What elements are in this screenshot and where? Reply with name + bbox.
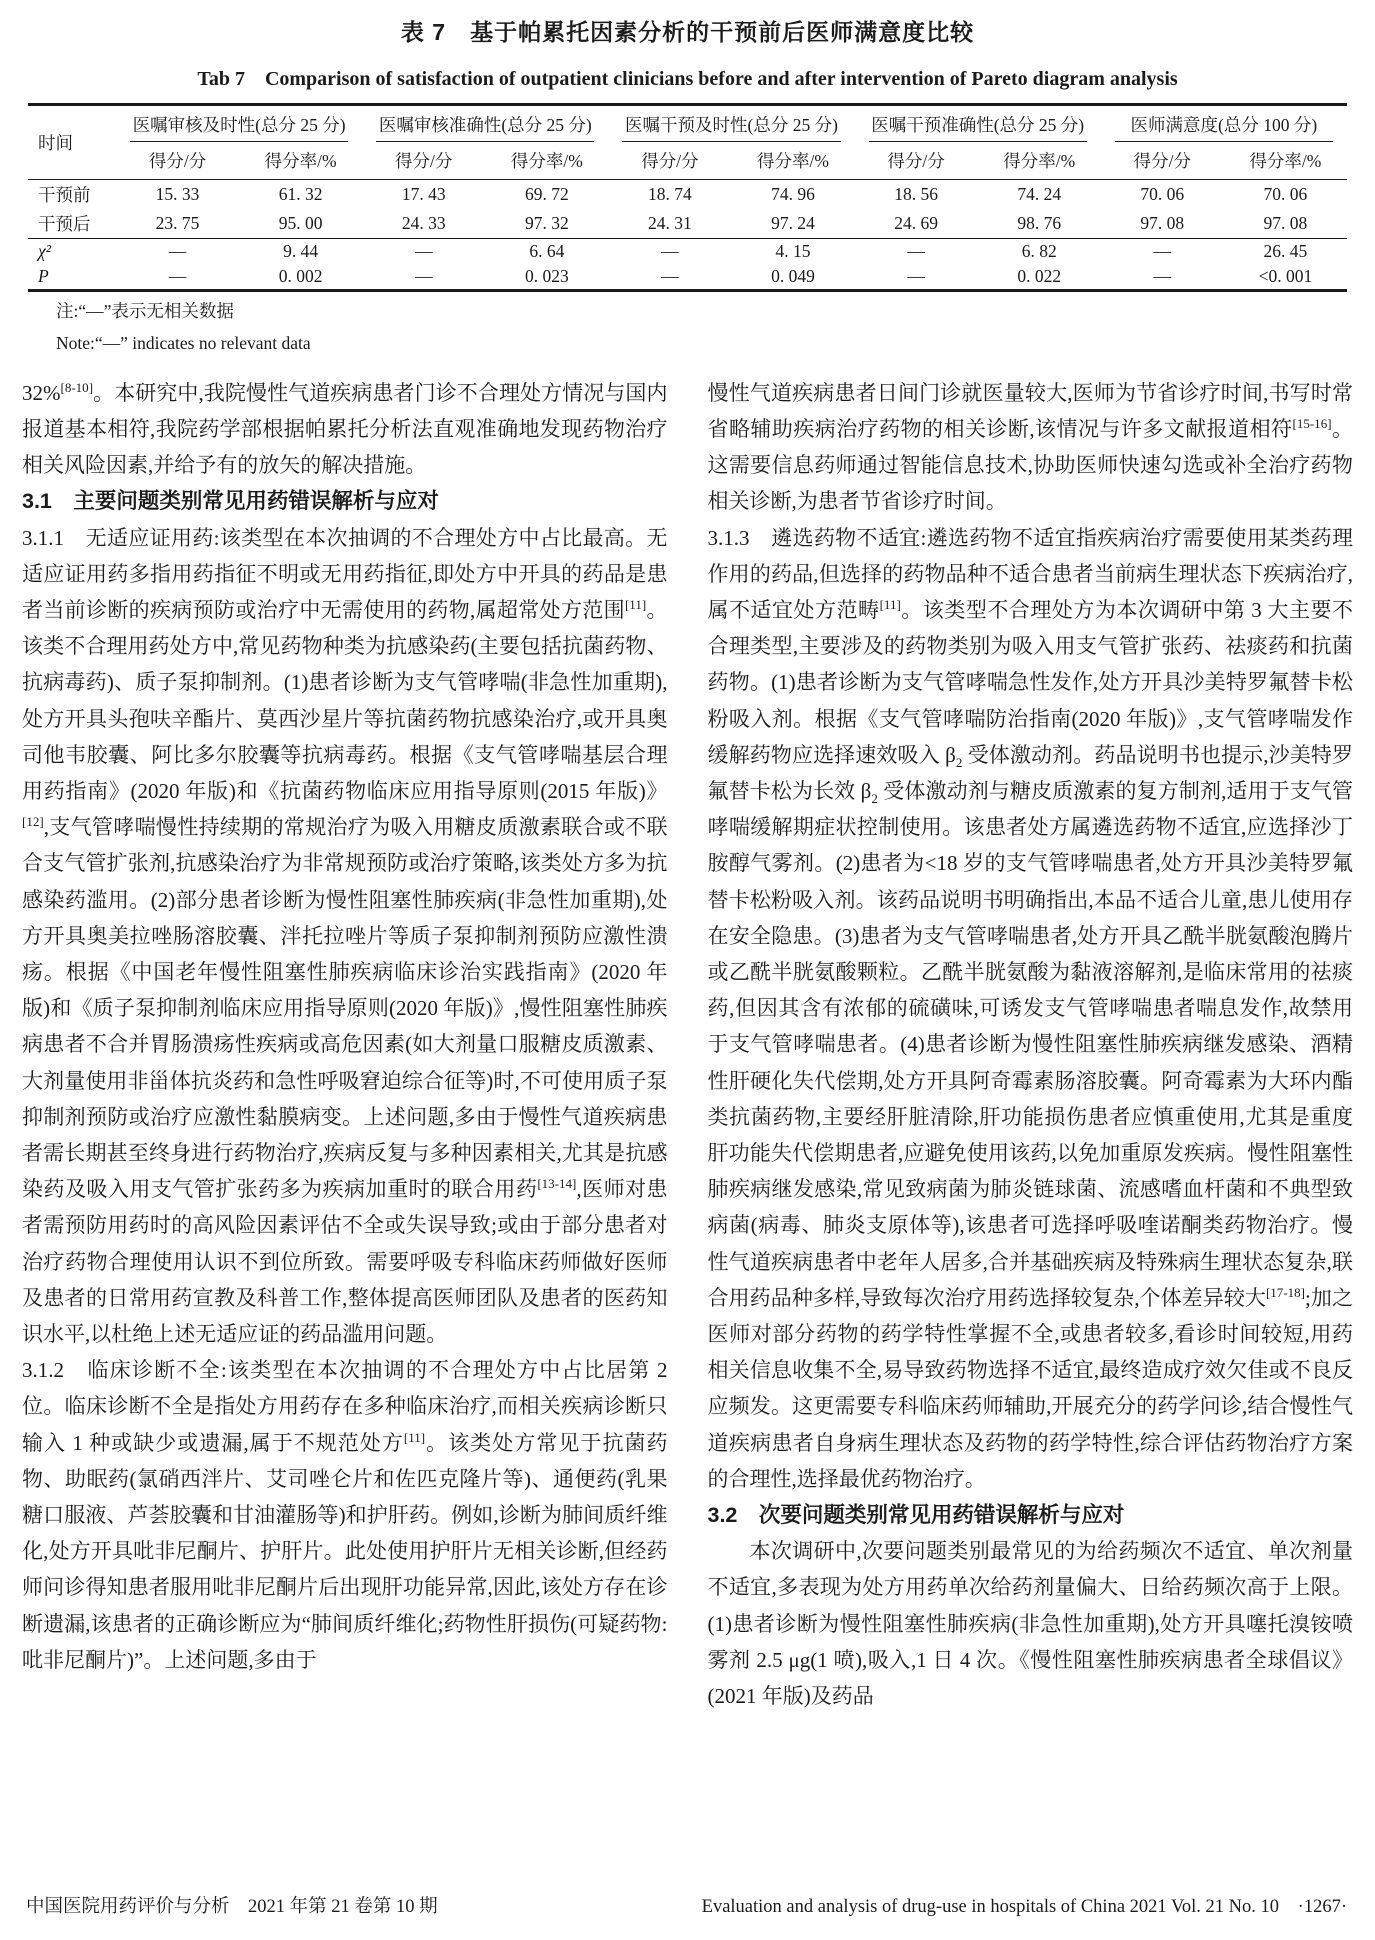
col-header-time: 时间 [28,105,116,180]
sub-header-rate: 得分率/% [239,144,362,180]
table-cell: 24. 31 [608,209,731,239]
group-label: 医师满意度(总分 100 分) [1115,108,1333,142]
page-footer [26,1892,1347,1918]
table-cell: 70. 06 [1140,184,1185,204]
sub-header-score: 得分/分 [1101,144,1224,180]
table-cell: 0. 022 [1017,266,1062,286]
table-cell: — [661,241,679,261]
table-cell: — [1153,241,1172,261]
sub-header-row [28,144,1347,180]
table-cell: 97. 08 [1224,209,1347,239]
table-cell: 4. 15 [775,241,811,261]
column-left [22,375,668,1715]
table-cell: — [907,266,925,286]
group-header [855,105,1101,145]
table-cell: — [168,241,187,261]
table-cell: 98. 76 [978,209,1101,239]
table-cell: — [414,266,433,286]
column-right [708,375,1354,1715]
table-cell: 24. 33 [362,209,485,239]
paragraph-3-1-2: 3.1.2 临床诊断不全:该类型在本次抽调的不合理处方中占比居第 2 位。临床诊断不全是指处方用药存在多种临床治疗,而相关疾病诊断只输入 1 种或缺少或遗漏,属于不规范处方[11]。该类处方常见于抗菌药物、助眠药(氯硝西泮片、艾司唑仑片和佐匹克隆片等)、通便药(乳果糖口服液、芦荟胶囊和甘油灌肠等)和护肝药。例如,诊断为肺间质纤维化,处方开具吡非尼酮片、护肝片。此处使用护肝片无相关诊断,但经药师问诊得知患者服用吡非尼酮片后出现肝功能异常,因此,该处方存在诊断遗漏,该患者的正确诊断应为“肺间质纤维化;药物性肝损伤(可疑药物:吡非尼酮片)”。上述问题,多由于 [22,1358,668,1672]
paragraph-3-1-1: 3.1.1 无适应证用药:该类型在本次抽调的不合理处方中占比最高。无适应证用药多指用药指征不明或无用药指征,即处方中开具的药品是患者当前诊断的疾病预防或治疗中无需使用的药物,属超常处方范围[11]。该类不合理用药处方中,常见药物种类为抗感染药(主要包括抗菌药物、抗病毒药)、质子泵抑制剂。(1)患者诊断为支气管哮喘(非急性加重期),处方开具头孢呋辛酯片、莫西沙星片等抗菌药物抗感染治疗,或开具奥司他韦胶囊、阿比多尔胶囊等抗病毒药。根据《支气管哮喘基层合理用药指南》(2020 年版)和《抗菌药物临床应用指导原则(2015 年版)》[12],支气管哮喘慢性持续期的常规治疗为吸入用糖皮质激素联合或不联合支气管扩张剂,抗感染治疗为非常规预防或治疗策略,该类处方多为抗感染药滥用。(2)部分患者诊断为慢性阻塞性肺疾病(非急性加重期),处方开具奥美拉唑肠溶胶囊、泮托拉唑片等质子泵抑制剂预防应激性溃疡。根据《中国老年慢性阻塞性肺疾病临床诊治实践指南》(2020 年版)和《质子泵抑制剂临床应用指导原则(2020 年版)》,慢性阻塞性肺疾病患者不合并胃肠溃疡性疾病或高危因素(如大剂量口服糖皮质激素、大剂量使用非甾体抗炎药和急性呼吸窘迫综合征等)时,不可使用质子泵抑制剂预防或治疗应激性黏膜病变。上述问题,多由于慢性气道疾病患者需长期甚至终身进行药物治疗,疾病反复与多种因素相关,尤其是抗感染药及吸入用支气管扩张药多为疾病加重时的联合用药[13-14],医师对患者需预防用药时的高风险因素评估不全或失误导致;或由于部分患者对治疗药物合理使用认识不到位所致。需要呼吸专科临床药师做好医师及患者的日常用药宣教及科普工作,整体提高医师团队及患者的医药知识水平,以杜绝上述无适应证的药品滥用问题。 [22,525,668,1347]
table-cell: 97. 32 [485,209,608,239]
table-note-cn: 注:“—”表示无相关数据 [56,301,234,321]
sub-header-score: 得分/分 [362,144,485,180]
table-cell: 6. 64 [529,241,565,261]
table-cell: 26. 45 [1263,241,1308,261]
satisfaction-table [28,103,1347,292]
table-cell: <0. 001 [1258,266,1313,286]
table-cell: 15. 33 [155,184,200,204]
table-row [28,180,1347,210]
table-cell: 95. 00 [239,209,362,239]
table-note-en: Note:“—” indicates no relevant data [56,333,311,354]
table-cell: 70. 06 [1263,184,1308,204]
table-cell: 6. 82 [1021,241,1057,261]
table-cell: 69. 72 [524,184,569,204]
group-header [116,105,362,145]
footer-journal-en-text: Evaluation and analysis of drug-use in hospitals of China 2021 Vol. 21 No. 10 [701,1897,1280,1917]
group-label: 医嘱干预准确性(总分 25 分) [869,108,1087,142]
table-title-cn: 表 7 基于帕累托因素分析的干预前后医师满意度比较 [400,19,975,45]
sub-header-rate: 得分率/% [1224,144,1347,180]
row-label: 干预前 [38,185,91,205]
table-cell: 18. 56 [894,184,938,204]
row-label-chi-square: χ² [38,241,51,261]
table-row [28,264,1347,291]
paragraph-continuation: 32%[8-10]。本研究中,我院慢性气道疾病患者门诊不合理处方情况与国内报道基本相符,我院药学部根据帕累托分析法直观准确地发现药物治疗相关风险因素,并给予有的放矢的解决措施。 [22,379,668,478]
paragraph-3-2: 本次调研中,次要问题类别最常见的为给药频次不适宜、单次剂量不适宜,多表现为处方用药单次给药剂量偏大、日给药频次高于上限。(1)患者诊断为慢性阻塞性肺疾病(非急性加重期),处方开具噻托溴铵喷雾剂 2.5 μg(1 喷),吸入,1 日 4 次。《慢性阻塞性肺疾病患者全球倡议》(2021 年版)及药品 [707,1539,1353,1709]
sub-header-score: 得分/分 [855,144,978,180]
group-header [362,105,608,145]
group-label: 医嘱干预及时性(总分 25 分) [622,108,840,142]
table-cell: — [661,266,679,286]
sub-header-score: 得分/分 [608,144,731,180]
table-cell: — [168,266,187,286]
table-row [28,239,1347,265]
table-cell: 24. 69 [855,209,978,239]
section-heading-3-2: 3.2 次要问题类别常见用药错误解析与应对 [707,1503,1125,1528]
table-cell: 0. 023 [524,266,569,286]
table-cell: 17. 43 [401,184,446,204]
body-columns [22,375,1353,1715]
table-cell: 23. 75 [116,209,239,239]
table-cell: 97. 08 [1101,209,1224,239]
table-cell: 97. 24 [731,209,854,239]
section-heading-3-1: 3.1 主要问题类别常见用药错误解析与应对 [22,489,439,514]
group-label: 医嘱审核及时性(总分 25 分) [130,108,348,142]
footer-journal-cn: 中国医院用药评价与分析 2021 年第 21 卷第 10 期 [26,1897,438,1917]
table-cell: 0. 002 [278,266,323,286]
paragraph-3-1-3: 3.1.3 遴选药物不适宜:遴选药物不适宜指疾病治疗需要使用某类药理作用的药品,但选择的药物品种不适合患者当前病生理状态下疾病治疗,属不适宜处方范畴[11]。该类型不合理处方为本次调研中第 3 大主要不合理类型,主要涉及的药物类别为吸入用支气管扩张药、祛痰药和抗菌药物。(1)患者诊断为支气管哮喘急性发作,处方开具沙美特罗氟替卡松粉吸入剂。根据《支气管哮喘防治指南(2020 年版)》,支气管哮喘发作缓解药物应选择速效吸入 $\beta_2$ 受体激动剂。药品说明书也提示,沙美特罗氟替卡松为长效 $\beta_2$ 受体激动剂与糖皮质激素的复方制剂,适用于支气管哮喘缓解期症状控制使用。该患者处方属遴选药物不适宜,应选择沙丁胺醇气雾剂。(2)患者为<18 岁的支气管哮喘患者,处方开具沙美特罗氟替卡松粉吸入剂。该药品说明书明确指出,本品不适合儿童,患儿使用存在安全隐患。(3)患者为支气管哮喘患者,处方开具乙酰半胱氨酸泡腾片或乙酰半胱氨酸颗粒。乙酰半胱氨酸为黏液溶解剂,是临床常用的祛痰药,但因其含有浓郁的硫磺味,可诱发支气管哮喘患者喘息发作,故禁用于支气管哮喘患者。(4)患者诊断为慢性阻塞性肺疾病继发感染、酒精性肝硬化失代偿期,处方开具阿奇霉素肠溶胶囊。阿奇霉素为大环内酯类抗菌药物,主要经肝脏清除,肝功能损伤患者应慎重使用,尤其是重度肝功能失代偿期患者,应避免使用该药,以免加重原发疾病。慢性阻塞性肺疾病继发感染,常见致病菌为肺炎链球菌、流感嗜血杆菌和不典型致病菌(病毒、肺炎支原体等),该患者可选择呼吸喹诺酮类药物治疗。慢性气道疾病患者中老年人居多,合并基础疾病及特殊病生理状态复杂,联合用药品种多样,导致每次治疗用药选择较复杂,个体差异较大[17-18];加之医师对部分药物的药学特性掌握不全,或患者较多,看诊时间较短,用药相关信息收集不全,易导致药物选择不适宜,最终造成疗效欠佳或不良反应频发。这更需要专科临床药师辅助,开展充分的药学问诊,结合慢性气道疾病患者自身病生理状态及药物的药学特性,综合评估药物治疗方案的合理性,选择最优药物治疗。 [707,525,1354,1491]
sub-header-rate: 得分率/% [731,144,854,180]
table-cell: 9. 44 [283,241,319,261]
table-cell: — [1153,266,1172,286]
paragraph-continuation: 慢性气道疾病患者日间门诊就医量较大,医师为节省诊疗时间,书写时常省略辅助疾病治疗药物的相关诊断,该情况与许多文献报道相符[15-16]。这需要信息药师通过智能信息技术,协助医师快速勾选或补全治疗药物相关诊断,为患者节省诊疗时间。 [707,380,1354,514]
table-cell: 74. 24 [1017,184,1062,204]
sub-header-score: 得分/分 [116,144,239,180]
row-label: 干预后 [28,209,116,239]
footer-journal-en [702,1897,1347,1918]
group-label: 医嘱审核准确性(总分 25 分) [376,108,594,142]
table-cell: 74. 96 [771,184,815,204]
row-label-p-value: P [38,266,49,286]
table-cell: 0. 049 [771,266,815,286]
table-cell: 61. 32 [278,184,323,204]
page-number: ·1267· [1297,1897,1347,1917]
sub-header-rate: 得分率/% [485,144,608,180]
group-header [1101,105,1347,145]
table-row [28,209,1347,239]
table-cell: 18. 74 [648,184,692,204]
table-title-en: Tab 7 Comparison of satisfaction of outpatient clinicians before and after intervention of Pareto diagram analysis [197,68,1178,90]
group-header-row [28,105,1347,145]
table-cell: — [907,241,925,261]
sub-header-rate: 得分率/% [978,144,1101,180]
table-cell: — [414,241,433,261]
group-header [608,105,854,145]
